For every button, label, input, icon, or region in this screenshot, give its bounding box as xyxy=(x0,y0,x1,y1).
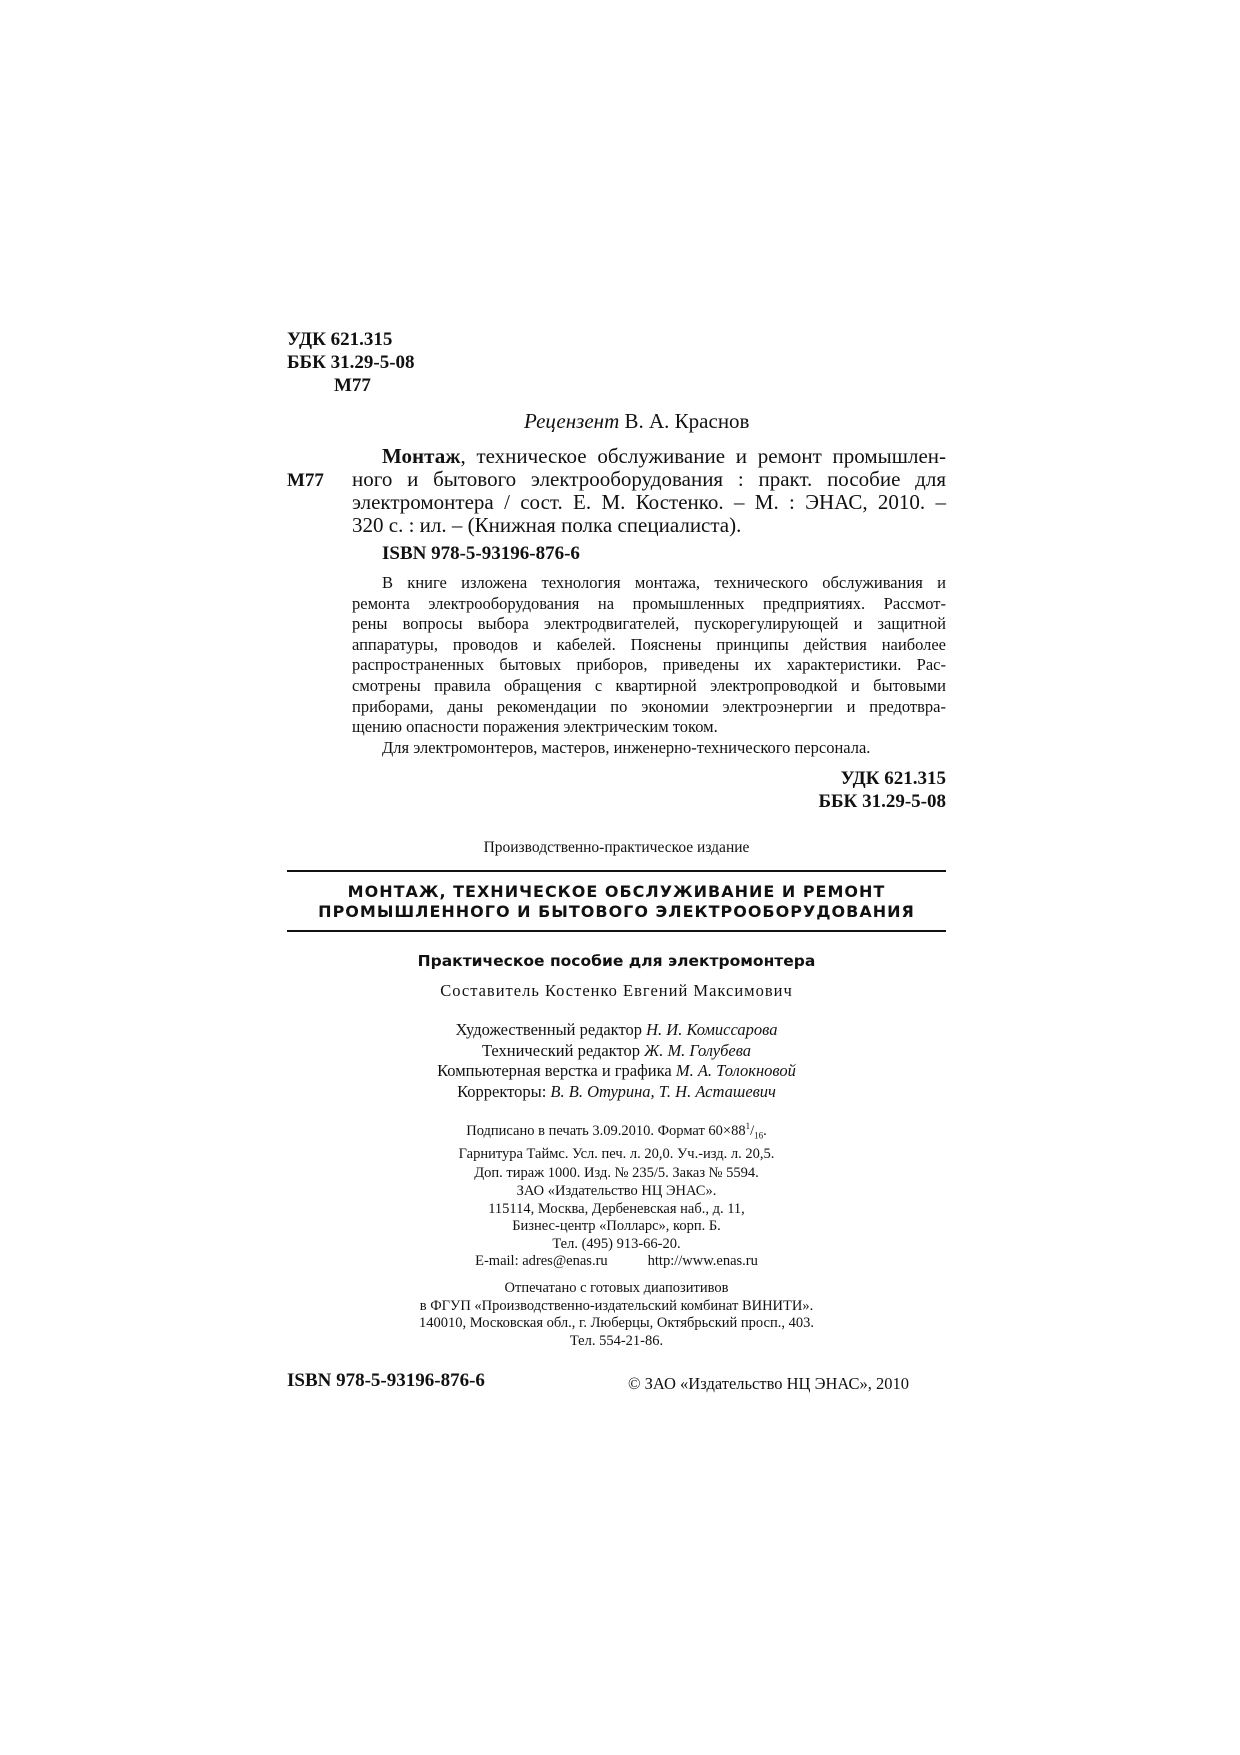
printer-line: Отпечатано с готовых диапозитивов xyxy=(504,1280,729,1296)
reviewer-line xyxy=(524,409,749,434)
printer-line: 140010, Московская обл., г. Люберцы, Октябрьский просп., 403. xyxy=(419,1315,814,1331)
staff-line: Компьютерная верстка и графика М. А. Толокновой xyxy=(437,1061,796,1080)
compiler: Составитель Костенко Евгений Максимович xyxy=(440,981,793,1000)
isbn-main: ISBN 978-5-93196-876-6 xyxy=(382,543,580,564)
abstract-line: аппаратуры, проводов и кабелей. Пояснены принципы действия наиболее xyxy=(352,634,946,654)
abstract-line: распространенных бытовых приборов, приведены их характеристики. Рас- xyxy=(352,655,946,675)
publisher-address: Бизнес-центр «Полларс», корп. Б. xyxy=(512,1218,721,1234)
printer-line: в ФГУП «Производственно-издательский комбинат ВИНИТИ». xyxy=(419,1297,814,1314)
biblio-line: электромонтера / сост. Е. М. Костенко. – М. : ЭНАС, 2010. – xyxy=(352,490,946,514)
top-rule xyxy=(287,870,946,872)
biblio-line: ного и бытового электрооборудования : практ. пособие для xyxy=(352,467,946,491)
bibliographic-description xyxy=(352,445,946,537)
biblio-line: Монтаж, техническое обслуживание и ремонт промышлен- xyxy=(382,444,946,468)
abstract-line: смотрены правила обращения с квартирной электропроводкой и бытовыми xyxy=(352,675,946,695)
biblio-line: 320 с. : ил. – (Книжная полка специалиста). xyxy=(352,513,742,537)
bbk-code: ББК 31.29-5-08 xyxy=(287,352,415,373)
reviewer-name: В. А. Краснов xyxy=(624,409,750,433)
side-author-mark: М77 xyxy=(287,470,324,491)
classification-header xyxy=(287,328,415,397)
publisher-email: E-mail: adres@enas.ru xyxy=(475,1253,608,1269)
footer-bbk-code: ББК 31.29-5-08 xyxy=(818,791,946,812)
publisher-name: ЗАО «Издательство НЦ ЭНАС». xyxy=(516,1183,717,1199)
printer-info xyxy=(287,1280,946,1350)
abstract xyxy=(352,573,946,758)
printer-line: Тел. 554-21-86. xyxy=(569,1332,664,1349)
bottom-rule xyxy=(287,930,946,932)
publisher-address: 115114, Москва, Дербеневская наб., д. 11, xyxy=(488,1200,745,1217)
staff-line: Технический редактор Ж. М. Голубева xyxy=(481,1040,752,1060)
editorial-staff xyxy=(287,1020,946,1102)
print-info-line: Гарнитура Таймс. Усл. печ. л. 20,0. Уч.-изд. л. 20,5. xyxy=(458,1146,775,1163)
copyright: © ЗАО «Издательство НЦ ЭНАС», 2010 xyxy=(628,1374,909,1393)
print-info-line: Подписано в печать 3.09.2010. Формат $60\times 88^1/_{16}$. xyxy=(466,1121,767,1141)
staff-line: Художественный редактор Н. И. Комиссарова xyxy=(455,1020,778,1039)
main-title-line: МОНТАЖ, ТЕХНИЧЕСКОЕ ОБСЛУЖИВАНИЕ И РЕМОНТ xyxy=(347,882,886,901)
footer-udk-code: УДК 621.315 xyxy=(840,768,946,789)
abstract-line: приборами, даны рекомендации по экономии электроэнергии и предотвра- xyxy=(352,696,946,716)
publisher-info xyxy=(287,1183,946,1271)
staff-line: Корректоры: В. В. Отурина, Т. Н. Асташевич xyxy=(457,1081,776,1101)
target-audience: Для электромонтеров, мастеров, инженерно-технического персонала. xyxy=(382,737,871,757)
udk-code: УДК 621.315 xyxy=(287,329,393,350)
abstract-line: В книге изложена технология монтажа, технического обслуживания и xyxy=(382,573,946,592)
publisher-contacts xyxy=(287,1253,946,1271)
publisher-phone: Тел. (495) 913-66-20. xyxy=(552,1235,681,1252)
abstract-line: ремонта электрооборудования на промышленных предприятиях. Рассмот- xyxy=(352,593,946,613)
abstract-line: щению опасности поражения электрическим током. xyxy=(352,717,718,737)
footer-isbn: ISBN 978-5-93196-876-6 xyxy=(287,1370,485,1391)
footer-classification xyxy=(700,767,946,813)
reviewer-label: Рецензент xyxy=(524,409,620,433)
main-title-line: ПРОМЫШЛЕННОГО И БЫТОВОГО ЭЛЕКТРООБОРУДОВАНИЯ xyxy=(318,902,915,921)
subtitle: Практическое пособие для электромонтера xyxy=(417,952,816,970)
publisher-website: http://www.enas.ru xyxy=(647,1253,758,1269)
print-info-line: Доп. тираж 1000. Изд. № 235/5. Заказ № 5594. xyxy=(474,1164,759,1181)
abstract-line: рены вопросы выбора электродвигателей, пускорегулирующей и защитной xyxy=(352,614,946,634)
main-title xyxy=(287,882,946,922)
author-mark: М77 xyxy=(334,375,371,396)
print-info xyxy=(287,1117,946,1182)
title-word: Монтаж xyxy=(382,444,461,468)
edition-type: Производственно-практическое издание xyxy=(483,839,750,856)
